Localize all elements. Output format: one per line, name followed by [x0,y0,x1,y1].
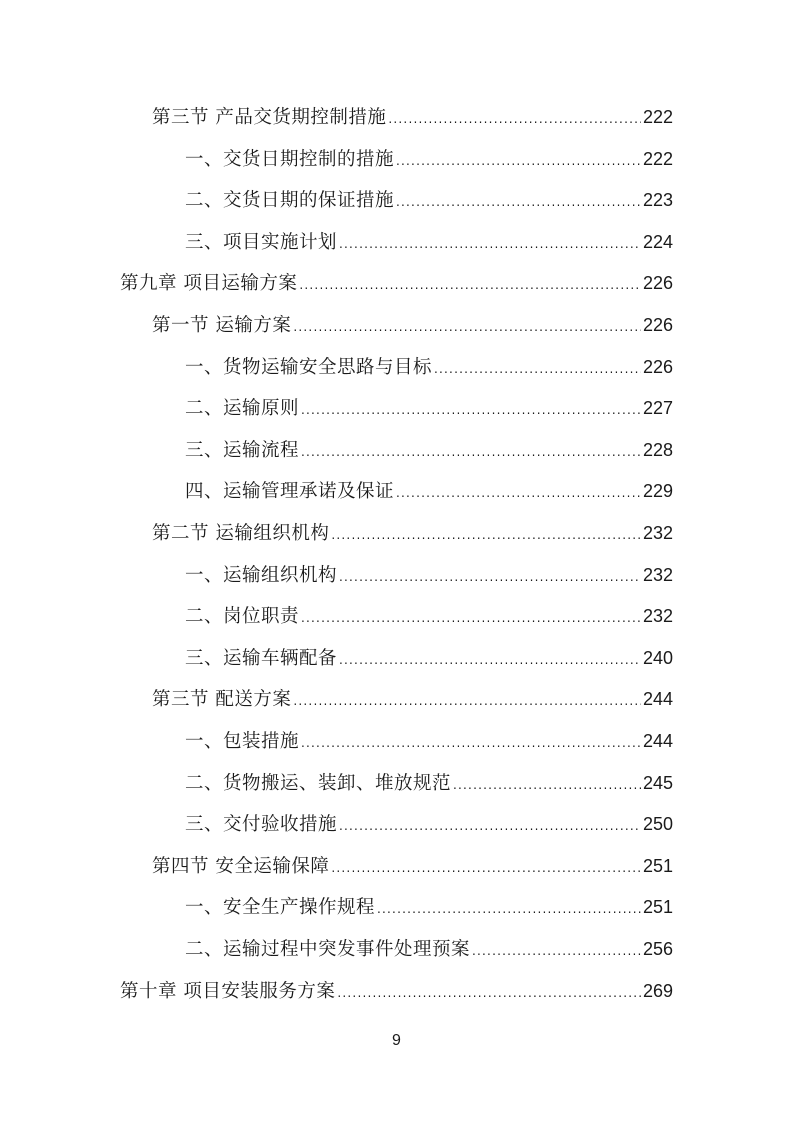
toc-entry-title: 一、运输组织机构 [185,565,338,586]
toc-entry-page: 228 [642,440,673,460]
toc-dot-leader [331,854,641,882]
toc-entry-page: 226 [642,315,673,335]
toc-entry-page: 223 [642,190,673,210]
toc-dot-leader [301,729,641,757]
toc-entry[interactable] [152,852,673,880]
toc-entry-page: 250 [642,814,673,834]
toc-entry[interactable] [185,935,673,963]
page-number: 9 [392,1032,401,1049]
toc-entry[interactable] [152,103,673,131]
toc-entry-page: 224 [642,232,673,252]
toc-entry[interactable] [185,436,673,464]
toc-entry-page: 245 [642,773,673,793]
toc-dot-leader [339,646,641,674]
toc-entry-page: 222 [642,107,673,127]
toc-entry-title: 第九章 项目运输方案 [120,273,298,294]
toc-entry-page: 251 [642,897,673,917]
toc-dot-leader [434,355,641,383]
toc-entry-page: 244 [642,731,673,751]
toc-entry-title: 一、安全生产操作规程 [185,897,376,918]
toc-dot-leader [301,438,641,466]
toc-entry-title: 二、运输原则 [185,398,300,419]
toc-entry-page: 269 [642,981,673,1001]
toc-dot-leader [293,313,641,341]
toc-dot-leader [337,979,641,1007]
toc-entry[interactable] [185,477,673,505]
toc-dot-leader [293,687,641,715]
toc-entry-title: 二、交货日期的保证措施 [185,190,395,211]
toc-entry-title: 第十章 项目安装服务方案 [120,981,336,1002]
toc-entry-title: 第四节 安全运输保障 [152,856,330,877]
toc-entry-title: 二、岗位职责 [185,606,300,627]
toc-entry[interactable] [185,644,673,672]
toc-entry-title: 三、运输车辆配备 [185,648,338,669]
toc-entry-page: 240 [642,648,673,668]
toc-entry-title: 三、交付验收措施 [185,814,338,835]
toc-entry-title: 四、运输管理承诺及保证 [185,481,395,502]
toc-entry[interactable] [185,228,673,256]
toc-entry[interactable] [152,311,673,339]
toc-entry-page: 222 [642,149,673,169]
toc-entry[interactable] [185,727,673,755]
toc-entry[interactable] [185,769,673,797]
toc-dot-leader [377,895,641,923]
toc-dot-leader [396,188,641,216]
toc-entry-title: 一、包装措施 [185,731,300,752]
toc-dot-leader [388,105,641,133]
toc-entry-title: 三、项目实施计划 [185,232,338,253]
toc-entry-page: 256 [642,939,673,959]
toc-dot-leader [301,396,641,424]
toc-entry-page: 226 [642,357,673,377]
toc-entry[interactable] [185,810,673,838]
toc-entry-page: 229 [642,481,673,501]
toc-dot-leader [301,604,641,632]
toc-chapter-entry[interactable] [120,269,673,297]
toc-chapter-entry[interactable] [120,977,673,1005]
toc-entry-title: 第三节 产品交货期控制措施 [152,107,387,128]
toc-entry-title: 二、运输过程中突发事件处理预案 [185,939,471,960]
toc-entry-page: 232 [642,606,673,626]
toc-entry-title: 第一节 运输方案 [152,315,292,336]
toc-dot-leader [396,479,641,507]
toc-dot-leader [339,230,641,258]
toc-entry-title: 一、货物运输安全思路与目标 [185,357,433,378]
toc-entry-title: 二、货物搬运、装卸、堆放规范 [185,773,452,794]
toc-entry[interactable] [185,394,673,422]
toc-entry[interactable] [185,145,673,173]
toc-dot-leader [339,563,641,591]
toc-entry[interactable] [185,893,673,921]
toc-entry[interactable] [185,353,673,381]
toc-entry-title: 一、交货日期控制的措施 [185,149,395,170]
toc-entry[interactable] [185,602,673,630]
toc-entry-page: 227 [642,398,673,418]
toc-entry[interactable] [152,685,673,713]
toc-dot-leader [453,771,641,799]
toc-entry[interactable] [152,519,673,547]
toc-entry-title: 第三节 配送方案 [152,689,292,710]
toc-entry-page: 244 [642,689,673,709]
toc-entry-page: 232 [642,565,673,585]
toc-dot-leader [339,812,641,840]
toc-dot-leader [331,521,641,549]
toc-entry-page: 251 [642,856,673,876]
toc-entry[interactable] [185,186,673,214]
toc-dot-leader [472,937,641,965]
toc-entry[interactable] [185,561,673,589]
toc-entry-title: 第二节 运输组织机构 [152,523,330,544]
toc-dot-leader [396,147,641,175]
toc-entry-title: 三、运输流程 [185,440,300,461]
toc-entry-page: 232 [642,523,673,543]
toc-entry-page: 226 [642,273,673,293]
toc-dot-leader [299,271,641,299]
